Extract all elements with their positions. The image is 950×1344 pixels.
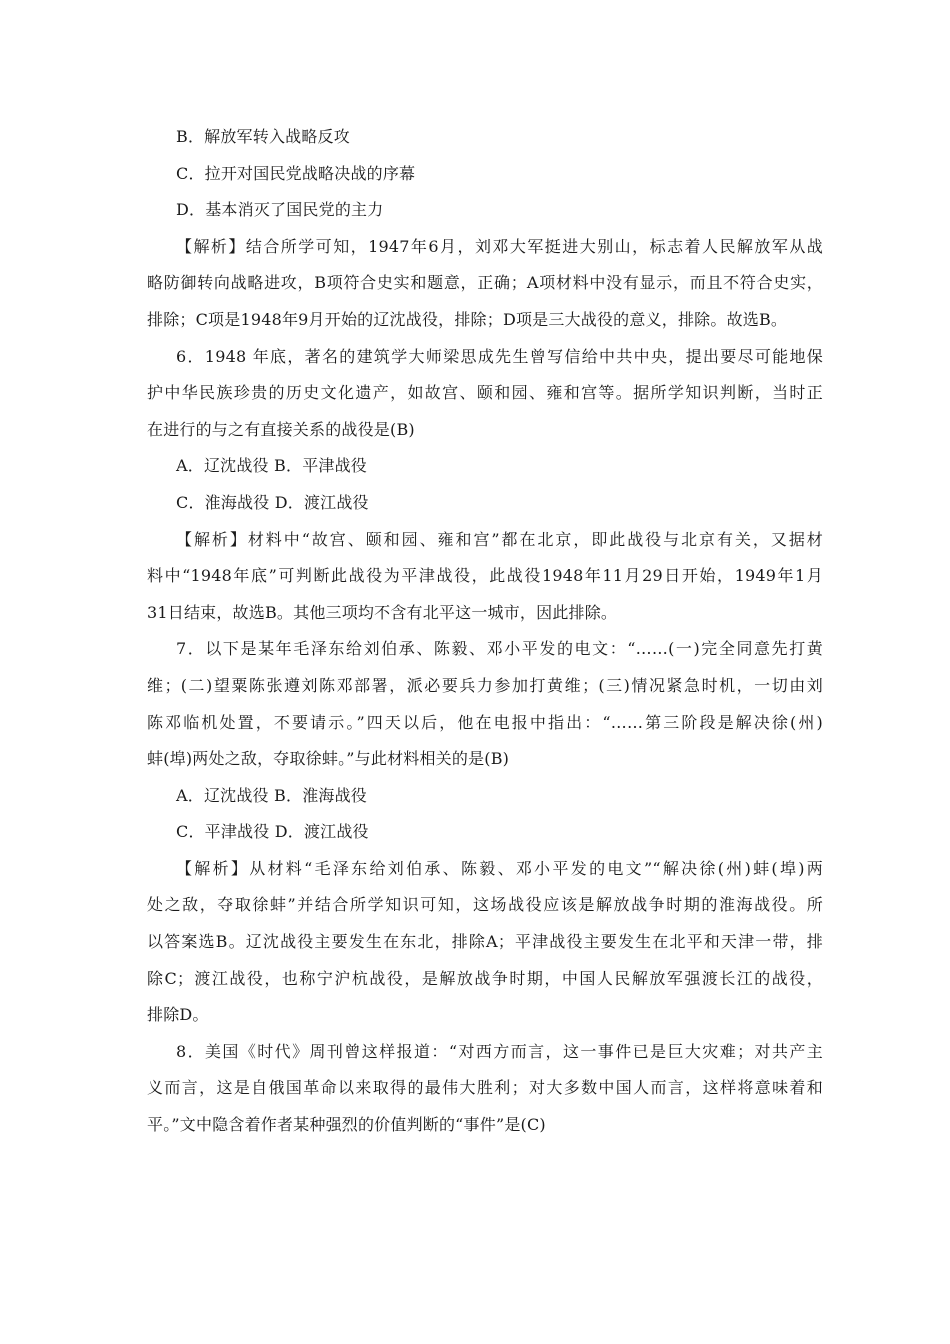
text-line: 31日结束，故选B。其他三项均不含有北平这一城市，因此排除。 <box>147 602 618 622</box>
text-line: 以答案选B。辽沈战役主要发生在东北，排除A；平津战役主要发生在北平和天津一带，排 <box>147 932 823 952</box>
text-line: A．辽沈战役 B．平津战役 <box>176 456 367 476</box>
text-line: 护中华民族珍贵的历史文化遗产，如故宫、颐和园、雍和宫等。据所学知识判断，当时正 <box>147 383 823 403</box>
text-line: C．淮海战役 D．渡江战役 <box>176 492 369 512</box>
text-line: 陈邓临机处置，不要请示。”四天以后，他在电报中指出：“……第三阶段是解决徐(州) <box>147 712 823 732</box>
text-line: C．平津战役 D．渡江战役 <box>176 822 369 842</box>
text-line: C．拉开对国民党战略决战的序幕 <box>176 163 416 183</box>
text-line: 平。”文中隐含着作者某种强烈的价值判断的“事件”是(C) <box>147 1115 546 1135</box>
text-line: 【解析】材料中“故宫、颐和园、雍和宫”都在北京，即此战役与北京有关，又据材 <box>176 529 823 549</box>
text-line: 【解析】从材料“毛泽东给刘伯承、陈毅、邓小平发的电文”“解决徐(州)蚌(埠)两 <box>176 858 823 878</box>
text-line: 除C；渡江战役，也称宁沪杭战役，是解放战争时期，中国人民解放军强渡长江的战役， <box>147 968 823 988</box>
text-line: D．基本消灭了国民党的主力 <box>176 200 384 220</box>
text-line: 在进行的与之有直接关系的战役是(B) <box>147 419 415 439</box>
text-line: 处之敌，夺取徐蚌”并结合所学知识可知，这场战役应该是解放战争时期的淮海战役。所 <box>147 895 823 915</box>
text-line: 【解析】结合所学可知，1947年6月，刘邓大军挺进大别山，标志着人民解放军从战 <box>176 236 823 256</box>
text-line: 蚌(埠)两处之敌，夺取徐蚌。”与此材料相关的是(B) <box>147 749 510 769</box>
text-line: 义而言，这是自俄国革命以来取得的最伟大胜利；对大多数中国人而言，这样将意味着和 <box>147 1078 823 1098</box>
text-line: B．解放军转入战略反攻 <box>176 127 350 146</box>
text-line: 8．美国《时代》周刊曾这样报道：“对西方而言，这一事件已是巨大灾难；对共产主 <box>176 1041 823 1061</box>
text-line: 维；(二)望粟陈张遵刘陈邓部署，派必要兵力参加打黄维；(三)情况紧急时机，一切由刘 <box>147 675 823 695</box>
text-line: 7．以下是某年毛泽东给刘伯承、陈毅、邓小平发的电文：“……(一)完全同意先打黄 <box>176 639 823 659</box>
document-page <box>147 119 823 1144</box>
text-line: 料中“1948年底”可判断此战役为平津战役，此战役1948年11月29日开始，1949年1月 <box>147 566 823 586</box>
text-line: 排除；C项是1948年9月开始的辽沈战役，排除；D项是三大战役的意义，排除。故选B。 <box>147 309 788 329</box>
text-line: 6．1948 年底，著名的建筑学大师梁思成先生曾写信给中共中央，提出要尽可能地保 <box>176 346 823 366</box>
text-line: 略防御转向战略进攻，B项符合史实和题意，正确；A项材料中没有显示，而且不符合史实， <box>147 273 823 293</box>
text-line: 排除D。 <box>147 1005 209 1025</box>
text-line: A．辽沈战役 B．淮海战役 <box>176 785 367 805</box>
